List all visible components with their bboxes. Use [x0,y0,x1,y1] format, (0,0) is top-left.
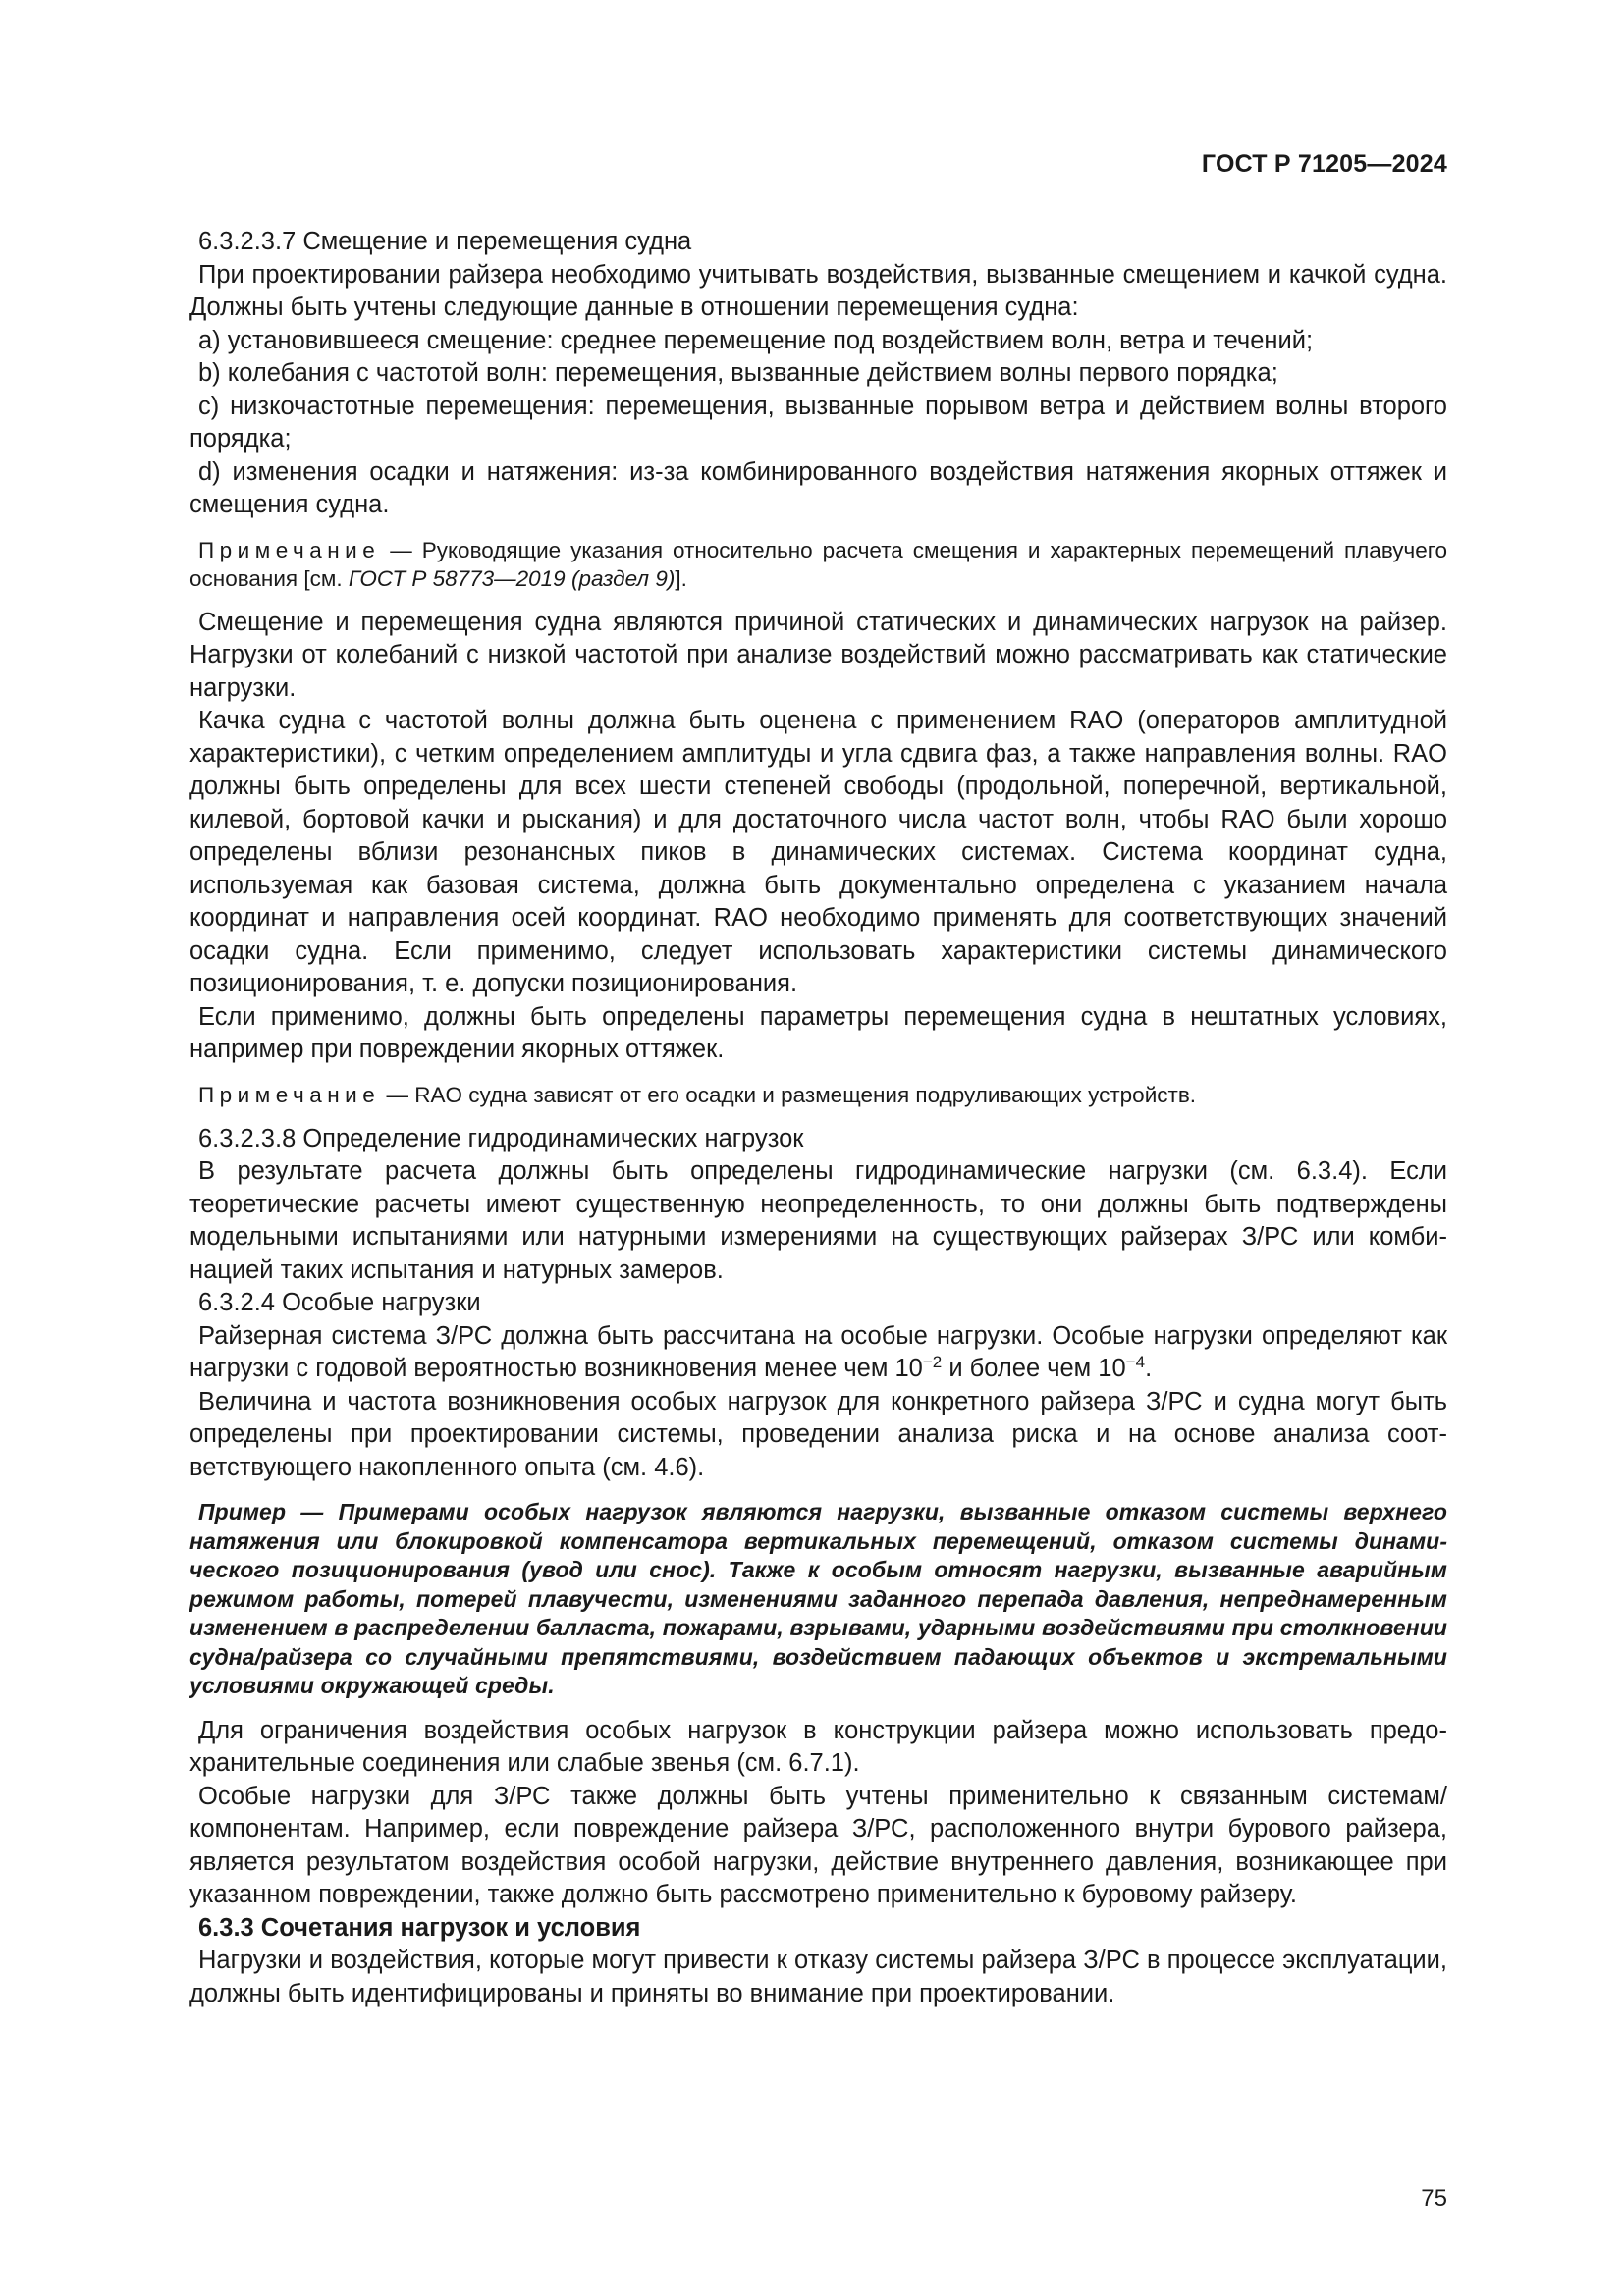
page-number: 75 [1421,2185,1447,2212]
section-title-6-3-2-3-7: 6.3.2.3.7 Смещение и перемещения судна [198,228,692,255]
paragraph: При проектировании райзера необходимо учитывать воздействия, вызванные смещением и качкой судна. Должны быть учтены следующие данные в отношении перемещения судна: [189,260,1447,321]
note-text: RAO судна зависят от его осадки и размещения подруливающих устройств. [414,1082,1197,1107]
paragraph: Величина и частота возникновения особых нагрузок для конкретного райзера З/РС и судна могут быть определены при проектировании системы, проведении анализа риска и на основе анализа соответствующего накопленного опыта (см. 4.6). [189,1387,1447,1481]
note-dash: — [380,537,422,562]
text-part: Райзерная система З/РС должна быть рассчитана на особые нагрузки. Особые нагрузки определяют как нагрузки с годовой вероятностью возникновения менее чем 10 [189,1321,1447,1382]
note-1 [177,536,1447,593]
text-part: . [1145,1355,1153,1382]
note-label: Примечание [198,1082,381,1107]
paragraph: В результате расчета должны быть определены гидродинамические нагрузки (см. 6.3.4). Если теоретические расчеты имеют существенную неопределенность, то они должны быть подтверждены модельными испытаниями или натурными измерениями на существующих райзерах З/РС или комбинацией таких испытания и натурных замеров. [189,1157,1447,1284]
note-reference: ГОСТ Р 58773—2019 (раздел 9) [348,565,676,591]
paragraph: Если применимо, должны быть определены параметры перемещения судна в нештатных условиях, например при повреждении якорных оттяжек. [189,1002,1447,1063]
list-item-c: c) низкочастотные перемещения: перемещения, вызванные порывом ветра и действием волны второго порядка; [189,392,1447,453]
section-title-6-3-2-3-8: 6.3.2.3.8 Определение гидродинамических нагрузок [198,1124,804,1152]
list-item-b: b) колебания с частотой волн: перемещения, вызванные действием волны первого порядка; [198,359,1278,387]
section-title-6-3-2-4: 6.3.2.4 Особые нагрузки [198,1289,481,1316]
page-content [177,226,1447,2010]
note-dash: — [380,1082,415,1107]
list-item-a: a) установившееся смещение: среднее перемещение под воздействием волн, ветра и течений; [198,326,1314,354]
note-text: Руководящие указания относительно расчета смещения и характерных перемещений плавучего основания [см. [189,537,1447,591]
paragraph: Смещение и перемещения судна являются причиной статических и динамических нагрузок на райзер. Нагрузки от колебаний с низкой частотой при анализе воздействий можно рассматривать как статические нагрузки. [189,608,1447,702]
exponent: −4 [1125,1353,1146,1371]
note-label: Примечание [198,537,381,562]
example-block: Пример — Примерами особых нагрузок являются нагрузки, вызванные отказом системы верхнего натяжения или блокировкой компенсатора вертикальных перемещений, отказом системы динамического позиционирования (увод или снос). Также к особым относят нагрузки, вызванные аварийным режимом работы, потерей плавучести, изменениями заданного перепада давления, непреднамеренным изменением в распределении балласта, пожарами, взрывами, ударными воздействиями при столкновении судна/райзера со случайными препятствиями, воздействием падающих объектов и экстремальными условиями окружающей среды. [189,1499,1447,1698]
document-id-header: ГОСТ Р 71205—2024 [1201,150,1447,178]
exponent: −2 [922,1353,943,1371]
paragraph: Нагрузки и воздействия, которые могут привести к отказу системы райзера З/РС в процессе эксплуатации, должны быть идентифицированы и приняты во внимание при проектировании. [189,1947,1447,2007]
list-item-d: d) изменения осадки и натяжения: из-за комбинированного воздействия натяжения якорных оттяжек и смещения судна. [189,457,1447,518]
note-2 [177,1081,1447,1109]
text-part: и более чем 10 [942,1355,1126,1382]
paragraph: Качка судна с частотой волны должна быть оценена с применением RAO (операторов амплитудной характеристики), с четким определением амплитуды и угла сдвига фаз, а также направления волны. RAO должны быть определены для всех шести степеней свободы (продольной, поперечной, вертикальной, килевой, бортовой качки и рыскания) и для достаточного числа частот волн, чтобы RAO были хорошо определены вблизи резонансных пиков в динамических системах. Система координат судна, используемая как базовая система, должна быть документально определена с указанием начала координат и направления осей координат. RAO необходимо применять для соответствующих значений осадки судна. Если применимо, следует использовать характеристики системы динамического позиционирования, т. е. допуски позиционирования. [189,707,1447,997]
paragraph [177,1320,1447,1386]
note-end: ]. [675,565,687,591]
paragraph: Для ограничения воздействия особых нагрузок в конструкции райзера можно использовать предохранительные соединения или слабые звенья (см. 6.7.1). [189,1716,1447,1777]
section-title-6-3-3: 6.3.3 Сочетания нагрузок и условия [198,1913,641,1942]
paragraph: Особые нагрузки для З/РС также должны быть учтены применительно к связанным системам/ компонентам. Например, если повреждение райзера З/РС, расположенного внутри бурового райзера, является результатом воздействия особой нагрузки, действие внутреннего давления, возникающее при указанном повреждении, также должно быть рассмотрено применительно к буровому райзеру. [189,1782,1447,1908]
